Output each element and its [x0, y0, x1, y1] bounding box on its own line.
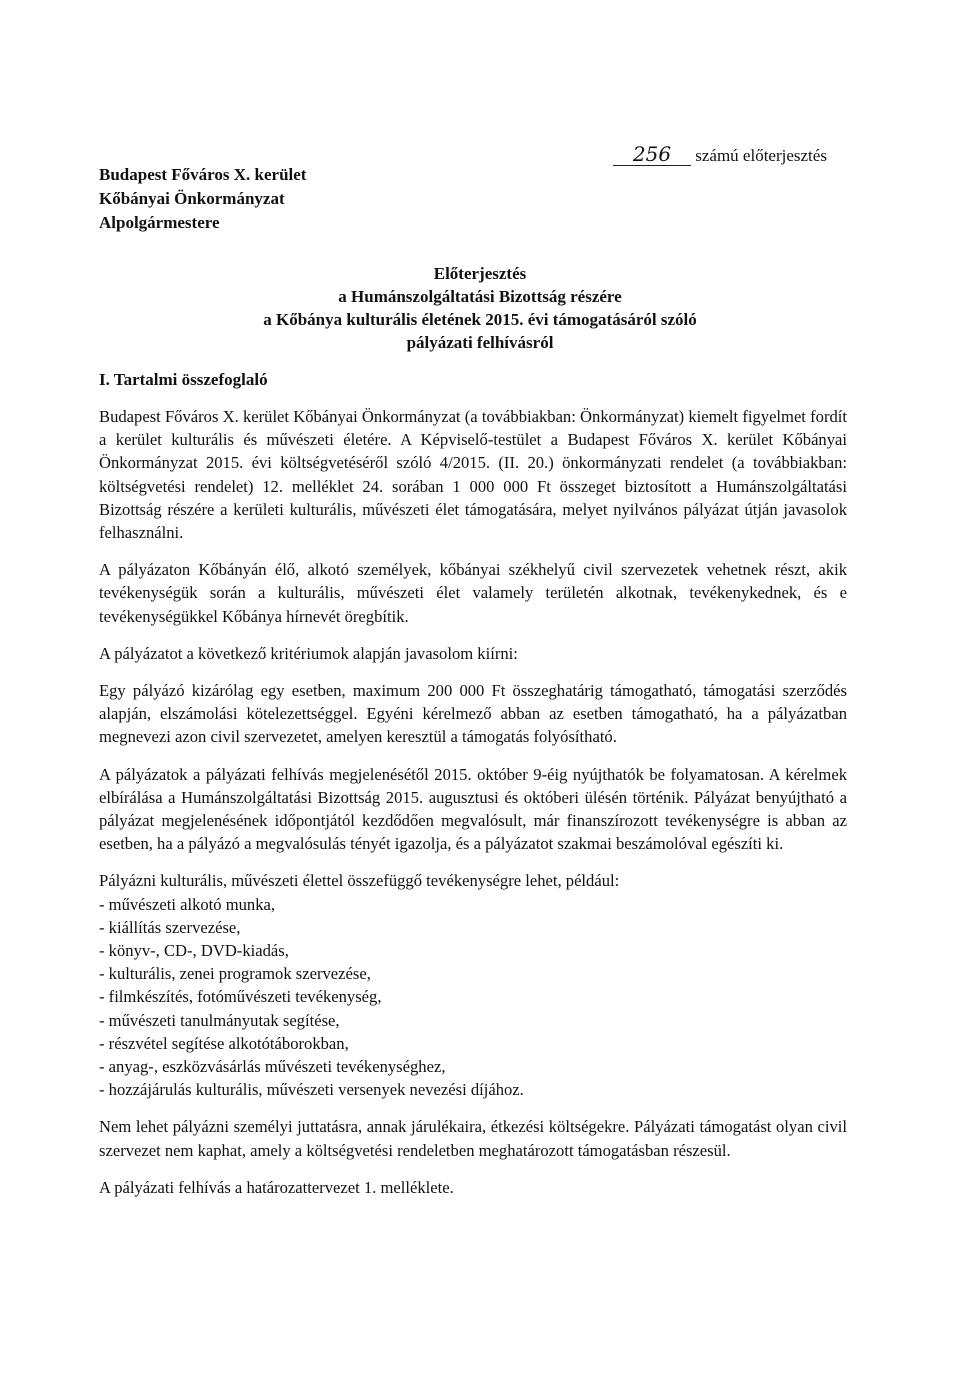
handwritten-number: 256 [613, 143, 691, 166]
issuer-line-2: Kőbányai Önkormányzat [99, 189, 285, 208]
list-item: - kulturális, zenei programok szervezése, [99, 964, 371, 984]
list-item: - hozzájárulás kulturális, művészeti versenyek nevezési díjához. [99, 1080, 524, 1100]
title-line-2: a Humánszolgáltatási Bizottság részére [338, 287, 622, 306]
issuer-block [99, 163, 306, 235]
list-intro: Pályázni kulturális, művészeti élettel összefüggő tevékenységre lehet, például: [99, 871, 620, 891]
title-line-4: pályázati felhívásról [406, 333, 554, 352]
document-body [99, 405, 847, 1213]
submission-number [613, 143, 827, 166]
section-heading: I. Tartalmi összefoglaló [99, 370, 268, 389]
paragraph-deadline: A pályázatok a pályázati felhívás megjelenésétől 2015. október 9-éig nyújthatók be folyamatosan. A kérelmek elbírálása a Humánszolgáltatási Bizottság 2015. augusztusi és októberi ülésén történik. Pályázat benyújtható a pályázat megjelenésének időpontjától kezdődően megvalósult, már finanszírozott tevékenységre is abban az esetben, ha a pályázó a megvalósulás tényét igazolja, és a pályázatot szakmai beszámolóval egészíti ki. [99, 764, 847, 854]
list-item: - részvétel segítése alkotótáborokban, [99, 1033, 349, 1053]
list-item: - művészeti tanulmányutak segítése, [99, 1010, 340, 1030]
paragraph-summary: Budapest Főváros X. kerület Kőbányai Önkormányzat (a továbbiakban: Önkormányzat) kiemelt figyelmet fordít a kerület kulturális és művészeti életére. A Képviselő-testület a Budapest Főváros X. kerület Kőbányai Önkormányzat 2015. évi költségvetéséről szóló 4/2015. (II. 20.) önkormányzati rendelet (a továbbiakban: költségvetési rendelet) 12. melléklet 24. sorában 1 000 000 Ft összeget biztosított a Humánszolgáltatási Bizottság részére a kerületi kulturális, művészeti élet támogatására, melyet nyilvános pályázat útján javasolok felhasználni. [99, 407, 847, 543]
paragraph-criteria-intro: A pályázatot a következő kritériumok alapján javasolom kiírni: [99, 643, 518, 663]
submission-number-suffix: számú előterjesztés [695, 146, 827, 165]
title-line-1: Előterjesztés [433, 264, 527, 283]
activity-list [99, 893, 847, 1102]
list-item: - anyag-, eszközvásárlás művészeti tevékenységhez, [99, 1057, 446, 1077]
list-item: - filmkészítés, fotóművészeti tevékenység, [99, 987, 382, 1007]
paragraph-exclusions: Nem lehet pályázni személyi juttatásra, annak járulékaira, étkezési költségekre. Pályázati támogatást olyan civil szervezet nem kaphat, amely a költségvetési rendeletben meghatározott támogatásban részesül. [99, 1117, 847, 1160]
list-item: - kiállítás szervezése, [99, 917, 241, 937]
issuer-line-1: Budapest Főváros X. kerület [99, 165, 307, 184]
document-title [200, 262, 760, 354]
paragraph-annex-note: A pályázati felhívás a határozattervezet 1. melléklete. [99, 1177, 454, 1197]
list-item: - művészeti alkotó munka, [99, 894, 276, 914]
paragraph-support-limit: Egy pályázó kizárólag egy esetben, maximum 200 000 Ft összeghatárig támogatható, támogatási szerződés alapján, elszámolási kötelezettséggel. Egyéni kérelmező abban az esetben támogatható, ha a pályázatban megnevezi azon civil szervezetet, amelyen keresztül a támogatás folyósítható. [99, 681, 847, 747]
title-line-3: a Kőbánya kulturális életének 2015. évi támogatásáról szóló [263, 310, 697, 329]
paragraph-eligibility: A pályázaton Kőbányán élő, alkotó személyek, kőbányai székhelyű civil szervezetek vehetnek részt, akik tevékenységük során a kulturális, művészeti élet valamely területén alkotnak, tevékenykednek, és e tevékenységükkel Kőbánya hírnevét öregbítik. [99, 560, 847, 626]
issuer-line-3: Alpolgármestere [99, 213, 220, 232]
list-item: - könyv-, CD-, DVD-kiadás, [99, 941, 289, 961]
